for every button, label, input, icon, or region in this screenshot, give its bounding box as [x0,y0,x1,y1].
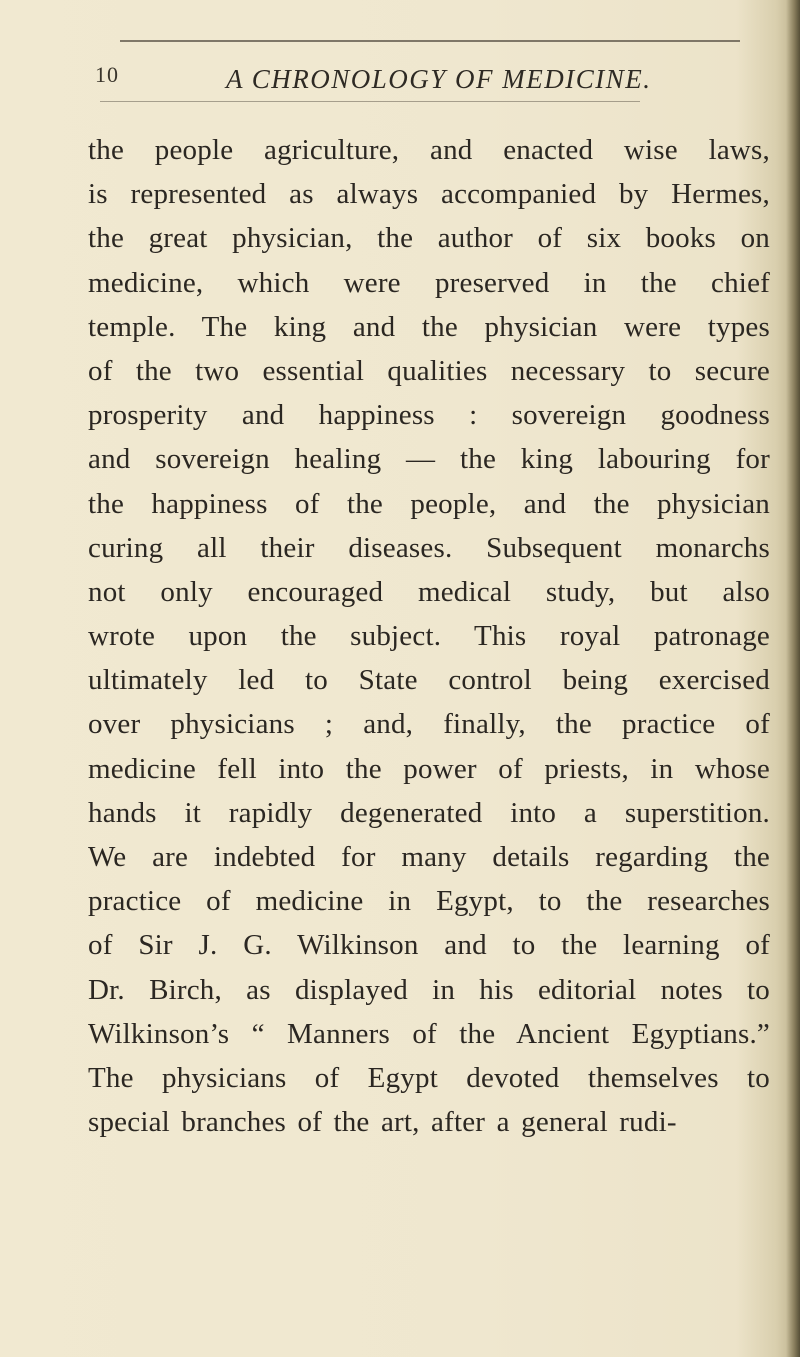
page-number: 10 [95,62,119,87]
text-line: The physicians of Egypt devoted themselves to [88,1061,770,1094]
text-line: is represented as always accompanied by Hermes, [88,178,770,211]
body-text [88,128,770,1144]
text-line: We are indebted for many details regarding the [88,841,770,873]
text-line: the happiness of the people, and the physician [88,487,770,520]
text-line: practice of medicine in Egypt, to the researches [88,885,770,918]
text-line: over physicians ; and, finally, the practice of [88,708,770,741]
running-head: A CHRONOLOGY OF MEDICINE. [226,64,652,94]
text-line: of Sir J. G. Wilkinson and to the learning of [88,929,770,962]
text-line: prosperity and happiness : sovereign goodness [88,399,770,432]
text-line: medicine, which were preserved in the chief [88,266,770,299]
text-line: special branches of the art, after a general rudi- [88,1106,677,1139]
text-line: curing all their diseases. Subsequent monarchs [88,531,770,564]
text-line: wrote upon the subject. This royal patronage [88,620,770,653]
text-line: temple. The king and the physician were types [88,310,770,343]
text-line: not only encouraged medical study, but also [88,575,770,608]
text-line: and sovereign healing — the king labouring for [88,443,770,476]
page-edge-shadow [786,0,800,1357]
text-line: ultimately led to State control being exercised [88,664,770,697]
header-rule [100,101,640,102]
text-line: hands it rapidly degenerated into a superstition. [88,796,770,829]
page-header [0,62,800,102]
text-line: the people agriculture, and enacted wise laws, [88,134,770,166]
text-line: Dr. Birch, as displayed in his editorial notes to [88,973,770,1006]
text-line: the great physician, the author of six books on [88,222,770,255]
text-line: Wilkinson’s “ Manners of the Ancient Egyptians.” [88,1017,770,1050]
text-line: medicine fell into the power of priests, in whose [88,752,770,785]
text-line: of the two essential qualities necessary to secure [88,354,770,387]
top-rule [120,40,740,42]
